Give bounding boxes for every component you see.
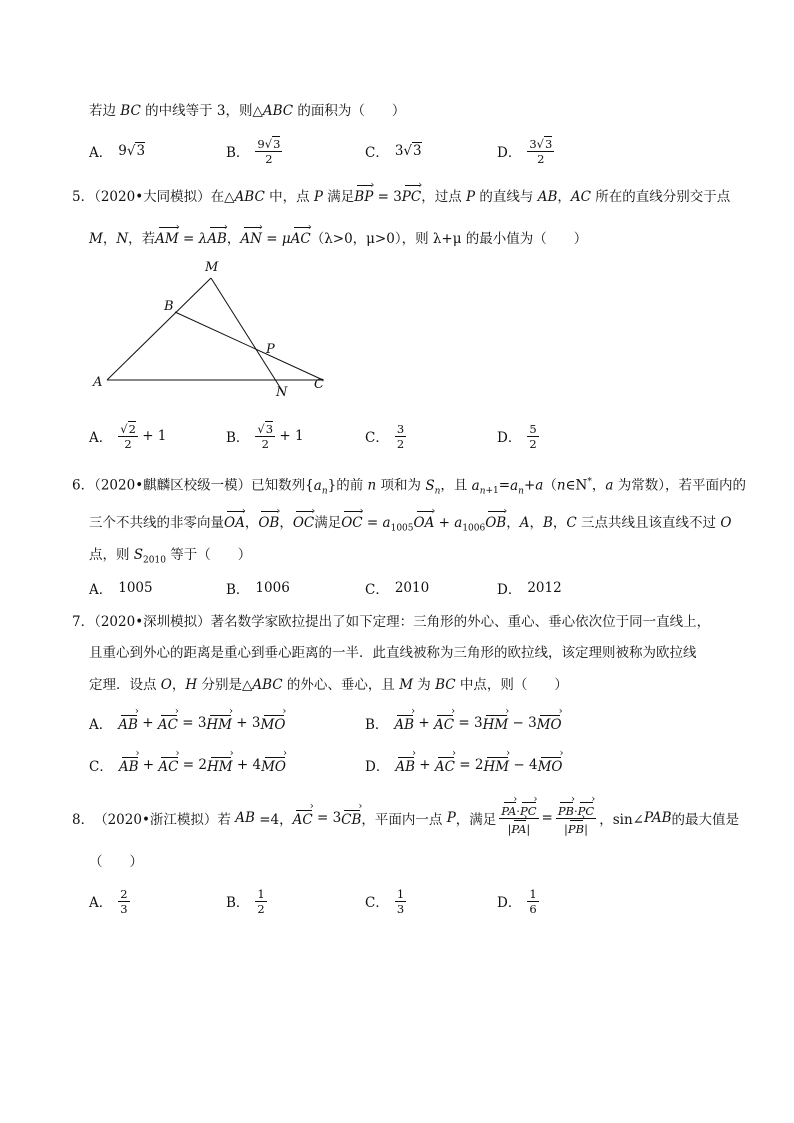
q4-option-c[interactable]: C． 3√3 — [365, 143, 422, 161]
segment-bc — [175, 312, 323, 380]
q8-option-a[interactable]: A． $\frac{2}{3}$ — [89, 886, 128, 916]
q6-line3: 点，则 $S_{2010}$ 等于（ ） — [89, 547, 252, 566]
label-m: M — [205, 260, 219, 275]
segment-mn — [211, 278, 283, 392]
q6-option-d[interactable]: D． 2012 — [497, 580, 562, 598]
q4-option-b[interactable]: B． $\frac{9√3}{2}$ — [226, 136, 281, 166]
q4-option-d[interactable]: D． $\frac{3√3}{2}$ — [497, 136, 553, 166]
q7-option-d[interactable]: D． AB › + AC › = 2 HM › − 4 MO › — [365, 745, 562, 785]
q7-option-b[interactable]: B． AB › + AC › = 3 HM › − 3 MO › — [365, 703, 562, 743]
q6-line1: 6．（2020•麒麟区校级一模）已知数列$\{a_n\}$的前 n 项和为 $S_n$，且 $a_{n+1}=a_n+a(n\in N^*$，a 为常数），若平面内的 — [72, 477, 746, 497]
q4-text: 若边 BC 的中线等于 3，则△ABC 的面积为（ ） — [89, 103, 406, 119]
q7-line3: 定理．设点 O，H 分别是△ABC 的外心、垂心，且 M 为 BC 中点，则（ ） — [89, 677, 568, 693]
q5-line2: M，N，若AM › = λAB ›，AN › = μAC ›（λ>0，μ>0），则 λ+μ 的最小值为（ ） — [89, 226, 587, 249]
label-b: B — [164, 299, 174, 314]
q8-line1: 8． （2020•浙江模拟） 若 AB =4， AC › = 3 CB › ，平面内一点 P ，满足 $\frac{PA ›\cdot PC ›}{|PA ›|}$ = $\frac{PB ›\cdot PC ›}{|PB ›|}$ ，sin∠ PAB 的最大值是 — [72, 796, 739, 840]
q7-line1: 7．（2020•深圳模拟）著名数学家欧拉提出了如下定理：三角形的外心、重心、垂心依次位于同一直线上， — [72, 614, 711, 630]
q5-triangle-figure — [90, 256, 330, 401]
q7-option-a[interactable]: A． AB › + AC › = 3 HM › + 3 MO › — [89, 703, 285, 743]
label-p: P — [266, 342, 275, 357]
q5-option-b[interactable]: B． $\frac{√3}{2}$ + 1 — [226, 421, 304, 451]
q8-option-d[interactable]: D． $\frac{1}{6}$ — [497, 886, 537, 916]
q4-option-a[interactable]: A． 9√3 — [89, 143, 146, 161]
q5-line1: 5．（2020•大同模拟）在△ABC 中，点 P 满足BP › = 3PC ›，过点 P 的直线与 AB，AC 所在的直线分别交于点 — [72, 184, 730, 207]
q8-line2: （ ） — [89, 854, 143, 870]
label-c: C — [314, 377, 324, 392]
q7-option-c[interactable]: C． AB › + AC › = 2 HM › + 4 MO › — [89, 745, 286, 785]
q7-line2: 且重心到外心的距离是重心到垂心距离的一半．此直线被称为三角形的欧拉线，该定理则被称为欧拉线 — [89, 645, 697, 661]
q6-line2: 三个不共线的非零向量OA ›，OB ›，OC ›满足OC › = $a_{1005}OA$ › + $a_{1006}OB$ ›，A，B，C 三点共线且该直线不过 O — [89, 510, 731, 539]
q6-option-c[interactable]: C． 2010 — [365, 580, 430, 598]
q5-option-d[interactable]: D． $\frac{5}{2}$ — [497, 421, 537, 451]
q5-option-a[interactable]: A． $\frac{√2}{2}$ + 1 — [89, 421, 167, 451]
q8-option-c[interactable]: C． $\frac{1}{3}$ — [365, 886, 405, 916]
label-n: N — [276, 385, 288, 400]
q6-option-a[interactable]: A． 1005 — [89, 580, 153, 598]
segment-am — [107, 278, 211, 380]
label-a: A — [93, 375, 103, 390]
q6-option-b[interactable]: B． 1006 — [226, 580, 290, 598]
q8-option-b[interactable]: B． $\frac{1}{2}$ — [226, 886, 265, 916]
q5-option-c[interactable]: C． $\frac{3}{2}$ — [365, 421, 405, 451]
